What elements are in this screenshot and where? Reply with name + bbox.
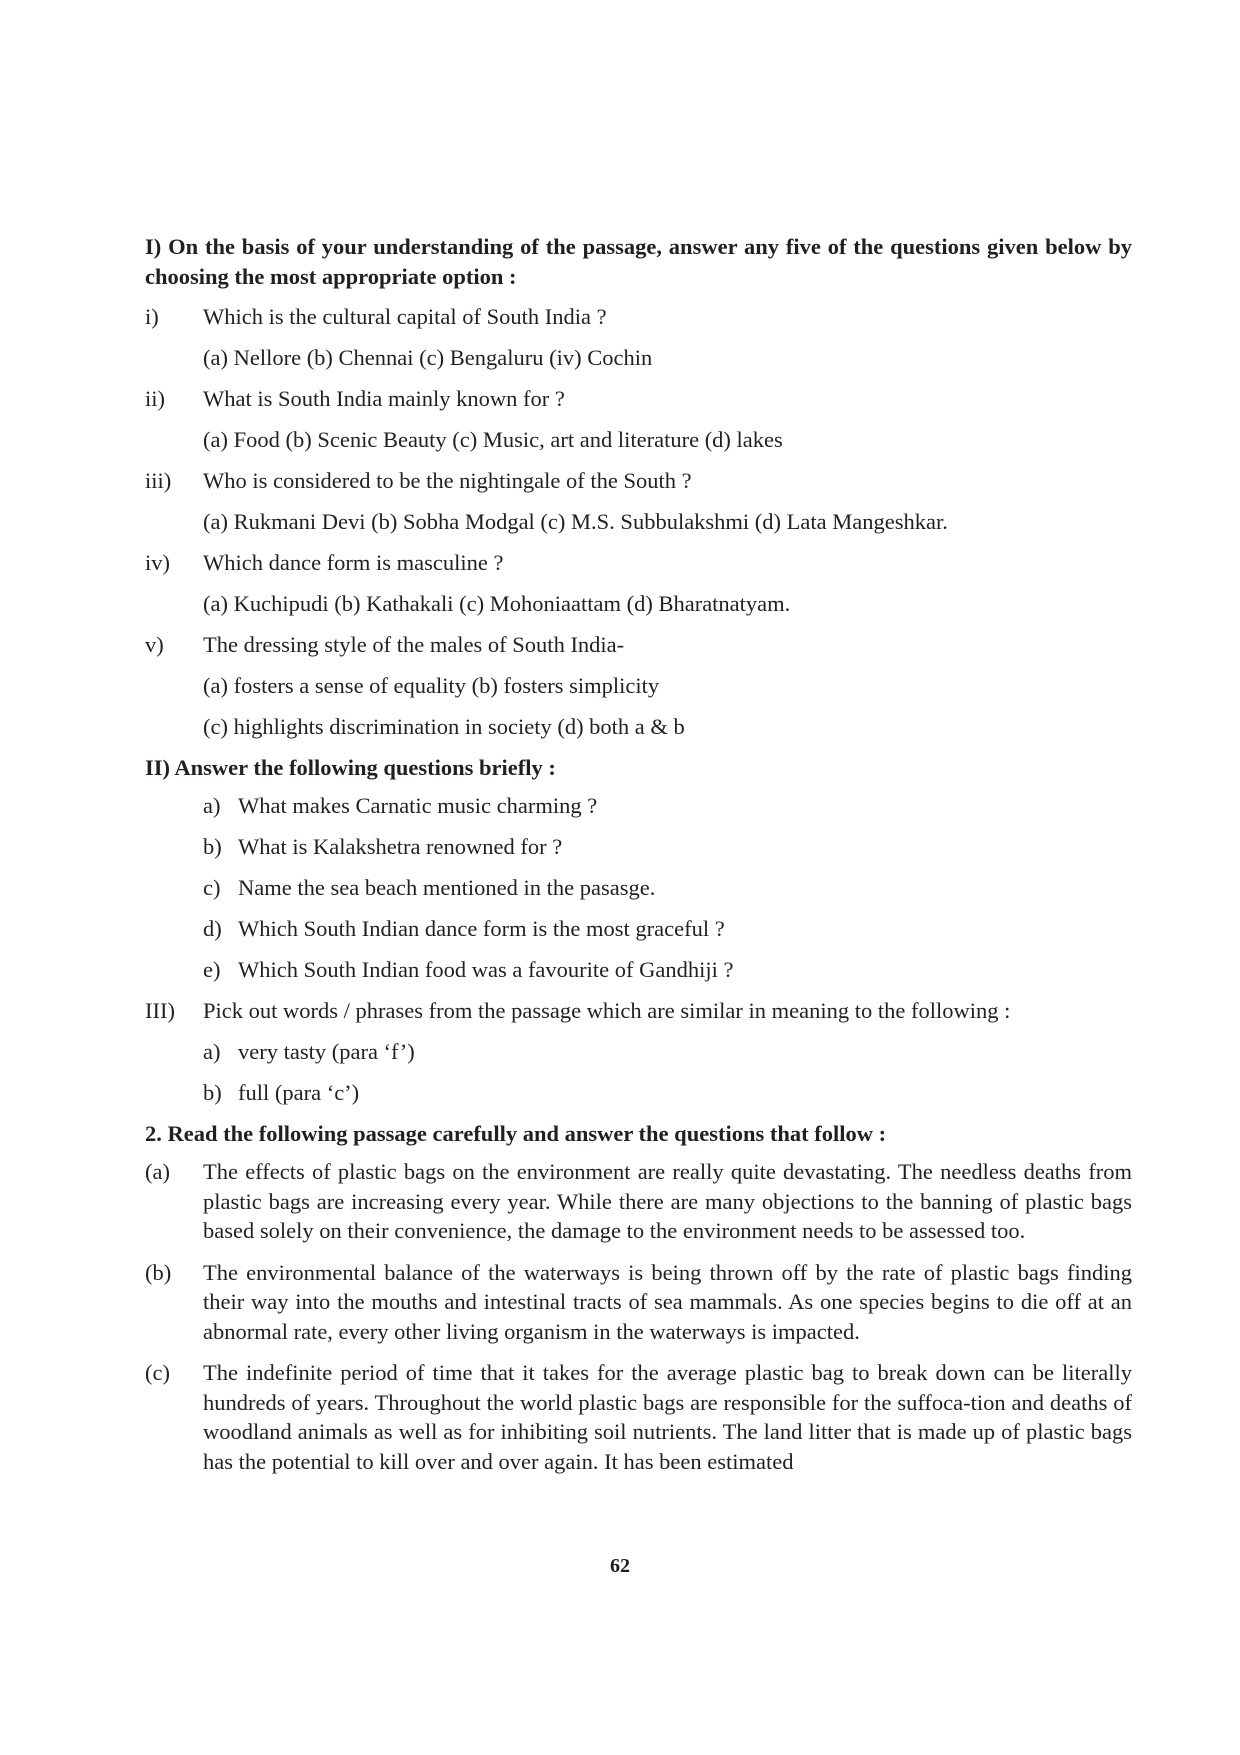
section3-instruction bbox=[145, 996, 1132, 1026]
question-text: What is South India mainly known for ? bbox=[203, 386, 565, 411]
question-5-options-line-2: (c) highlights discrimination in society (d) both a & b bbox=[203, 714, 685, 739]
passage-paragraph-c bbox=[145, 1358, 1132, 1476]
short-question-text: Which South Indian dance form is the most graceful ? bbox=[238, 916, 725, 941]
paragraph-label: (a) bbox=[145, 1159, 170, 1184]
passage2-body bbox=[145, 1157, 1132, 1476]
short-question-text: What is Kalakshetra renowned for ? bbox=[238, 834, 563, 859]
short-question-e bbox=[145, 955, 1132, 985]
short-question-text: What makes Carnatic music charming ? bbox=[238, 793, 598, 818]
paragraph-text: The indefinite period of time that it takes for the average plastic bag to break down can be literally hundreds of years. Throughout the world plastic bags are responsible for the suffoca-tion and deaths of woodland animals as well as for inhibiting soil nutrients. The land litter that is made up of plastic bags has the potential to kill over and over again. It has been estimated bbox=[203, 1360, 1132, 1474]
paragraph-label: (c) bbox=[145, 1360, 170, 1385]
short-question-text: Which South Indian food was a favourite of Gandhiji ? bbox=[238, 957, 734, 982]
short-question-a bbox=[145, 791, 1132, 821]
page-number: 62 bbox=[610, 1555, 630, 1577]
question-number: iv) bbox=[145, 550, 170, 575]
short-question-d bbox=[145, 914, 1132, 944]
section1-heading: I) On the basis of your understanding of the passage, answer any five of the questions given below by choosing the most appropriate option : bbox=[145, 234, 1132, 289]
question-2-options: (a) Food (b) Scenic Beauty (c) Music, art and literature (d) lakes bbox=[203, 427, 783, 452]
passage2-heading: 2. Read the following passage carefully and answer the questions that follow : bbox=[145, 1121, 887, 1146]
section3-number: III) bbox=[145, 998, 175, 1023]
question-text: Which is the cultural capital of South India ? bbox=[203, 304, 607, 329]
short-question-text: Name the sea beach mentioned in the pasasge. bbox=[238, 875, 656, 900]
question-2 bbox=[145, 384, 1132, 414]
vocab-item-number: a) bbox=[203, 1039, 221, 1064]
short-question-number: e) bbox=[203, 957, 221, 982]
passage-paragraph-b bbox=[145, 1258, 1132, 1347]
question-number: ii) bbox=[145, 386, 165, 411]
question-3-options: (a) Rukmani Devi (b) Sobha Modgal (c) M.S. Subbulakshmi (d) Lata Mangeshkar. bbox=[203, 509, 948, 534]
vocab-item-number: b) bbox=[203, 1080, 222, 1105]
question-4 bbox=[145, 548, 1132, 578]
question-5-options-line-1: (a) fosters a sense of equality (b) fosters simplicity bbox=[203, 673, 660, 698]
question-3 bbox=[145, 466, 1132, 496]
vocab-item-text: very tasty (para ‘f’) bbox=[238, 1039, 415, 1064]
question-text: Which dance form is masculine ? bbox=[203, 550, 504, 575]
page-content bbox=[145, 232, 1132, 1488]
question-number: v) bbox=[145, 632, 164, 657]
short-question-c bbox=[145, 873, 1132, 903]
short-question-b bbox=[145, 832, 1132, 862]
section3-text: Pick out words / phrases from the passage which are similar in meaning to the following : bbox=[203, 998, 1011, 1023]
section2-heading: II) Answer the following questions briefly : bbox=[145, 755, 556, 780]
paragraph-text: The effects of plastic bags on the environment are really quite devastating. The needless deaths from plastic bags are increasing every year. While there are many objections to the banning of plastic bags based solely on their convenience, the damage to the environment needs to be assessed too. bbox=[203, 1159, 1132, 1243]
question-1 bbox=[145, 302, 1132, 332]
passage-paragraph-a bbox=[145, 1157, 1132, 1246]
paragraph-label: (b) bbox=[145, 1259, 172, 1285]
short-question-number: b) bbox=[203, 834, 222, 859]
question-text: The dressing style of the males of South India- bbox=[203, 632, 625, 657]
section2-questions bbox=[145, 791, 1132, 985]
short-question-number: d) bbox=[203, 916, 222, 941]
section1-questions bbox=[145, 302, 1132, 742]
vocab-item-a bbox=[145, 1037, 1132, 1067]
question-number: iii) bbox=[145, 468, 172, 493]
short-question-number: c) bbox=[203, 875, 221, 900]
question-4-options: (a) Kuchipudi (b) Kathakali (c) Mohoniaattam (d) Bharatnatyam. bbox=[203, 591, 791, 616]
question-text: Who is considered to be the nightingale of the South ? bbox=[203, 468, 692, 493]
vocab-item-text: full (para ‘c’) bbox=[238, 1080, 360, 1105]
question-5 bbox=[145, 630, 1132, 660]
short-question-number: a) bbox=[203, 793, 221, 818]
question-number: i) bbox=[145, 304, 159, 329]
vocab-item-b bbox=[145, 1078, 1132, 1108]
paragraph-text: The environmental balance of the waterways is being thrown off by the rate of plastic bags finding their way into the mouths and intestinal tracts of sea mammals. As one species begins to die off at an abnormal rate, every other living organism in the waterways is impacted. bbox=[203, 1259, 1132, 1344]
question-1-options: (a) Nellore (b) Chennai (c) Bengaluru (iv) Cochin bbox=[203, 345, 653, 370]
